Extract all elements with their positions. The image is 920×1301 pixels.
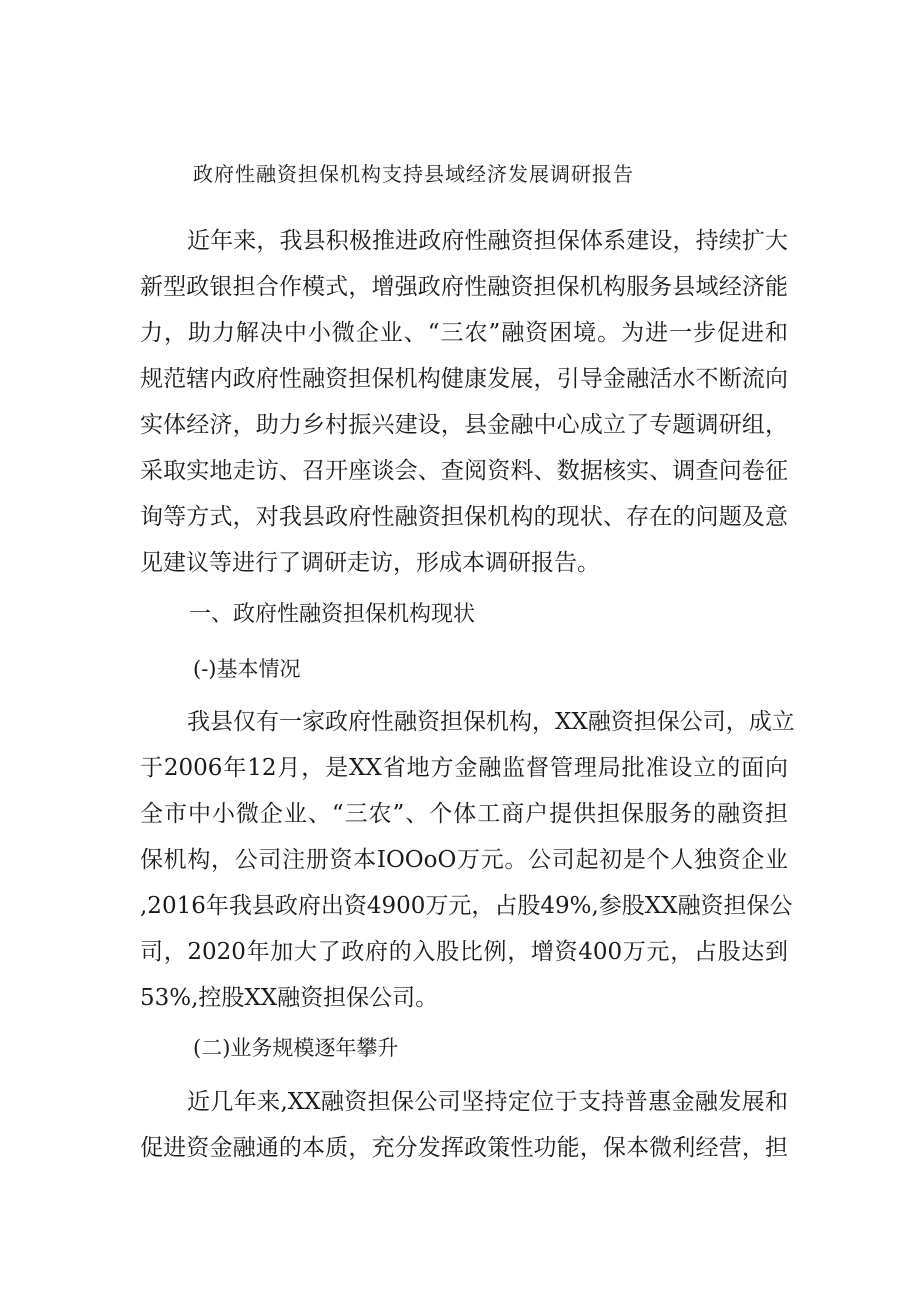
subsection1-line-1: 我县仅有一家政府性融资担保机构，XX融资担保公司，成立 xyxy=(187,709,795,735)
intro-line-5: 实体经济，助力乡村振兴建设，县金融中心成立了专题调研组， xyxy=(140,412,788,438)
intro-line-3: 力，助力解决中小微企业、“三农”融资困境。为进一步促进和 xyxy=(140,320,788,346)
intro-line-7: 询等方式，对我县政府性融资担保机构的现状、存在的问题及意 xyxy=(140,504,788,530)
intro-line-8: 见建议等进行了调研走访，形成本调研报告。 xyxy=(140,550,600,576)
subsection1-line-3: 全市中小微企业、“三农”、个体工商户提供担保服务的融资担 xyxy=(140,801,788,827)
intro-line-1: 近年来，我县积极推进政府性融资担保体系建设，持续扩大 xyxy=(187,228,788,254)
subsection1-line-5: ,2016年我县政府出资4900万元，占股49%,参股XX融资担保公 xyxy=(140,893,793,919)
intro-line-4: 规范辖内政府性融资担保机构健康发展，引导金融活水不断流向 xyxy=(140,366,788,392)
intro-line-6: 采取实地走访、召开座谈会、查阅资料、数据核实、调查问卷征 xyxy=(140,458,788,484)
intro-line-2: 新型政银担合作模式，增强政府性融资担保机构服务县域经济能 xyxy=(140,274,788,300)
subsection2-line-2: 促进资金融通的本质，充分发挥政策性功能，保本微利经营，担 xyxy=(140,1135,788,1161)
subsection2-line-1: 近几年来,XX融资担保公司坚持定位于支持普惠金融发展和 xyxy=(187,1089,788,1115)
subsection1-line-7: 53%,控股XX融资担保公司。 xyxy=(140,985,439,1011)
subsection1-line-2: 于2006年12月，是XX省地方金融监督管理局批准设立的面向 xyxy=(140,755,788,781)
subsection1-heading: (-)基本情况 xyxy=(193,657,301,681)
subsection2-heading: (二)业务规模逐年攀升 xyxy=(193,1036,399,1060)
section1-heading: 一、政府性融资担保机构现状 xyxy=(189,602,476,627)
subsection1-line-4: 保机构，公司注册资本IOOoO万元。公司起初是个人独资企业 xyxy=(140,847,788,873)
document-title: 政府性融资担保机构支持县域经济发展调研报告 xyxy=(193,162,634,186)
subsection1-line-6: 司，2020年加大了政府的入股比例，增资400万元，占股达到 xyxy=(140,939,788,965)
